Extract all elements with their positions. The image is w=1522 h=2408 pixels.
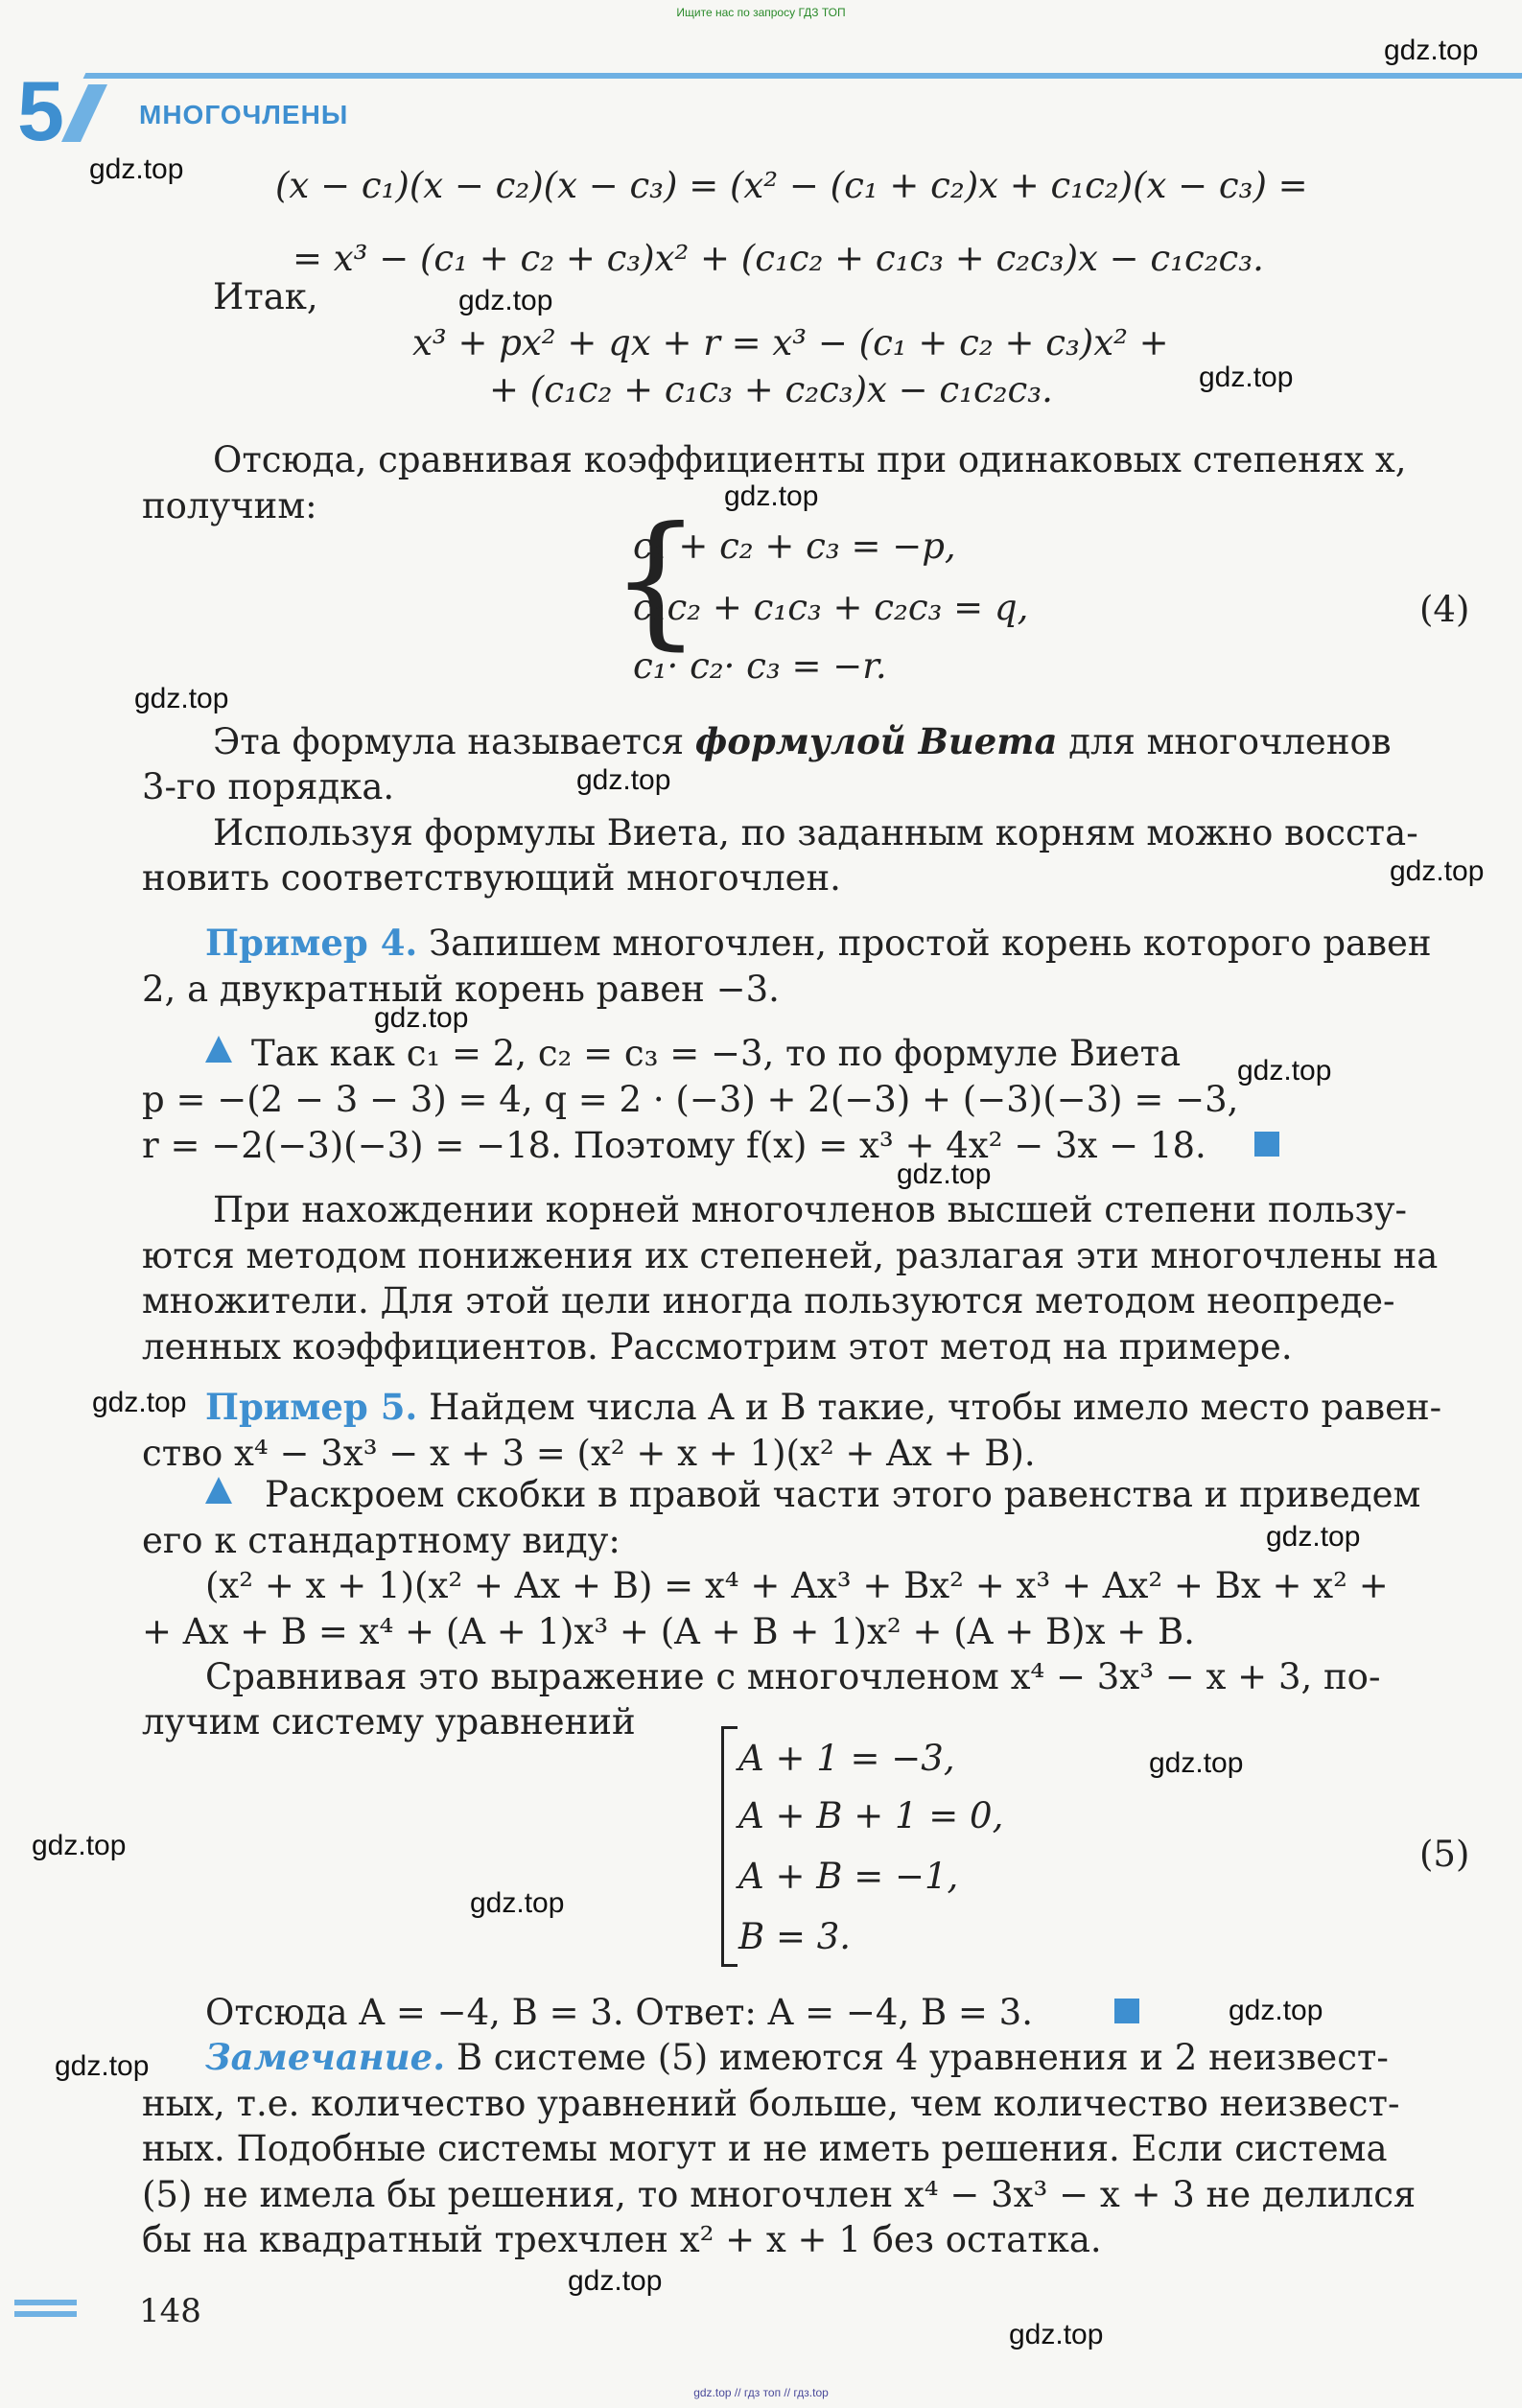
watermark: gdz.top [55,2050,150,2082]
system-equation: c₁c₂ + c₁c₃ + c₂c₃ = q, [633,587,1029,628]
watermark: gdz.top [1009,2319,1104,2350]
solution-line: + Ax + B = x⁴ + (A + 1)x³ + (A + B + 1)x² + (A + B)x + B. [142,1611,1195,1652]
watermark: gdz.top [1199,362,1294,393]
watermark: gdz.top [1149,1747,1244,1779]
watermark: gdz.top [576,764,671,796]
paragraph-line: Эта формула называется формулой Виета для многочленов [213,720,1392,762]
example-line: Пример 5. Найдем числа A и B такие, чтобы имело место равен- [205,1386,1442,1428]
system-equation: B = 3. [738,1916,852,1957]
chapter-number: 5 [17,63,64,158]
watermark: gdz.top [568,2265,663,2297]
system-equation: A + B + 1 = 0, [738,1795,1004,1836]
system-equation: c₁ + c₂ + c₃ = −p, [633,526,956,567]
paragraph-line: Отсюда, сравнивая коэффициенты при одинаковых степенях x, [213,439,1407,480]
remark-line: Замечание. В системе (5) имеются 4 уравнения и 2 неизвест- [205,2036,1389,2078]
watermark: gdz.top [458,285,553,316]
paragraph-line: ство x⁴ − 3x³ − x + 3 = (x² + x + 1)(x² + Ax + B). [142,1433,1036,1474]
watermark: gdz.top [32,1830,127,1861]
remark-line: (5) не имела бы решения, то многочлен x⁴ − 3x³ − x + 3 не делился [142,2174,1417,2215]
watermark: gdz.top [724,480,819,512]
solution-line: Раскроем скобки в правой части этого равенства и приведем [265,1474,1421,1515]
watermark: gdz.top [374,1002,469,1034]
solution-line: (x² + x + 1)(x² + Ax + B) = x⁴ + Ax³ + Bx² + x³ + Ax² + Bx + x² + [205,1565,1389,1606]
remark-line: ных. Подобные системы могут и не иметь решения. Если система [142,2128,1388,2169]
chapter-bar-slant [61,84,107,142]
formula-line: (x − c₁)(x − c₂)(x − c₃) = (x² − (c₁ + c₂)x + c₁c₂)(x − c₃) = [275,165,1308,206]
solution-start-icon [205,1036,232,1063]
equation-number: (4) [1419,589,1470,630]
solution-line: Так как c₁ = 2, c₂ = c₃ = −3, то по формуле Виета [251,1033,1182,1074]
solution-start-icon [205,1477,232,1504]
text-line: Итак, [213,276,318,317]
remark-heading: Замечание. [205,2036,446,2078]
top-note: Ищите нас по запросу ГДЗ ТОП [676,6,846,19]
paragraph-line: получим: [142,485,317,526]
solution-line: p = −(2 − 3 − 3) = 4, q = 2 · (−3) + 2(−3) + (−3)(−3) = −3, [142,1079,1239,1120]
example-heading: Пример 5. [205,1386,418,1428]
page-bar [14,2300,77,2305]
watermark: gdz.top [1390,855,1485,887]
watermark: gdz.top [1384,35,1479,66]
solution-line: r = −2(−3)(−3) = −18. Поэтому f(x) = x³ + 4x² − 3x − 18. [142,1125,1206,1166]
solution-end-icon [1114,1999,1139,2023]
system-equation: c₁· c₂· c₃ = −r. [633,645,887,687]
formula-line: = x³ − (c₁ + c₂ + c₃)x² + (c₁c₂ + c₁c₃ + c₂c₃)x − c₁c₂c₃. [293,238,1264,279]
watermark: gdz.top [1237,1055,1332,1087]
formula-line: + (c₁c₂ + c₁c₃ + c₂c₃)x − c₁c₂c₃. [489,369,1053,410]
paragraph-line: новить соответствующий многочлен. [142,857,841,899]
example-heading: Пример 4. [205,922,418,964]
system-equation: A + 1 = −3, [738,1738,955,1779]
watermark: gdz.top [897,1158,992,1190]
page-bar [14,2311,77,2317]
formula-line: x³ + px² + qx + r = x³ − (c₁ + c₂ + c₃)x² + [412,322,1169,363]
system-brace [721,1726,738,1967]
solution-line: его к стандартному виду: [142,1520,621,1561]
paragraph-line: При нахождении корней многочленов высшей степени пользу- [213,1189,1408,1230]
watermark: gdz.top [1266,1521,1361,1553]
equation-number: (5) [1419,1834,1470,1875]
paragraph-line: ленных коэффициентов. Рассмотрим этот метод на примере. [142,1326,1293,1368]
answer-line: Отсюда A = −4, B = 3. Ответ: A = −4, B = 3. [205,1992,1033,2033]
solution-end-icon [1254,1132,1279,1157]
remark-line: ных, т.е. количество уравнений больше, чем количество неизвест- [142,2083,1400,2124]
paragraph-line: 2, а двукратный корень равен −3. [142,969,780,1010]
watermark: gdz.top [470,1887,565,1919]
paragraph-line: ются методом понижения их степеней, разлагая эти многочлены на [142,1235,1439,1276]
system-equation: A + B = −1, [738,1856,959,1897]
chapter-title: МНОГОЧЛЕНЫ [139,100,349,129]
paragraph-line: Сравнивая это выражение с многочленом x⁴ − 3x³ − x + 3, по- [205,1656,1381,1697]
page-number: 148 [139,2292,201,2330]
paragraph-line: лучим систему уравнений [142,1701,636,1742]
chapter-bar [83,73,1522,79]
system-brace: { [610,497,702,664]
paragraph-line: 3-го порядка. [142,766,395,807]
watermark: gdz.top [1229,1995,1323,2026]
watermark: gdz.top [89,153,184,185]
paragraph-line: Используя формулы Виета, по заданным корням можно восста- [213,812,1418,853]
example-line: Пример 4. Запишем многочлен, простой корень которого равен [205,922,1432,964]
remark-line: бы на квадратный трехчлен x² + x + 1 без остатка. [142,2219,1102,2260]
watermark: gdz.top [92,1387,187,1418]
watermark: gdz.top [134,683,229,714]
bottom-note: gdz.top // гдз топ // гдз.top [693,2386,829,2399]
paragraph-line: множители. Для этой цели иногда пользуются методом неопреде- [142,1280,1395,1321]
